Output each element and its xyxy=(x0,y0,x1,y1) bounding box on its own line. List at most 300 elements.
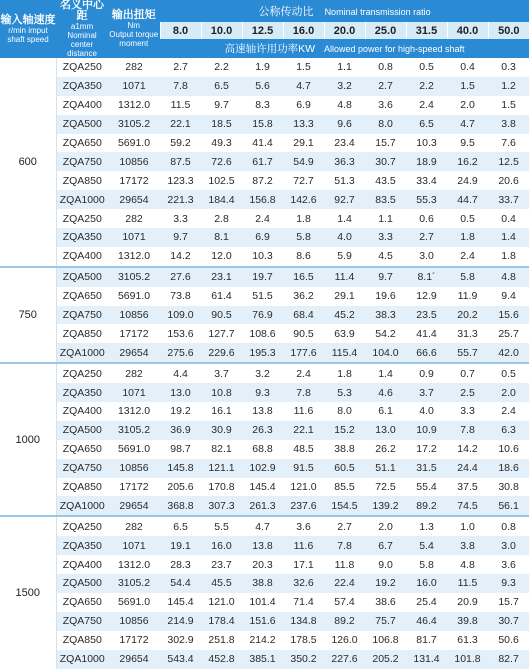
speed-header-en: r/min imput shaft speed xyxy=(7,25,49,44)
power-value-cell: 30.9 xyxy=(201,421,242,440)
power-value-cell: 20.3 xyxy=(242,555,283,574)
power-value-cell: 3.7 xyxy=(406,383,447,402)
torque-cell: 10856 xyxy=(108,306,160,325)
power-value-cell: 44.7 xyxy=(447,190,488,209)
power-value-cell: 18.6 xyxy=(488,459,529,478)
power-value-cell: 60.5 xyxy=(324,459,365,478)
power-value-cell: 22.1 xyxy=(283,421,324,440)
table-row xyxy=(0,96,529,115)
model-cell: ZQA400 xyxy=(56,402,108,421)
power-value-cell: 15.6 xyxy=(488,306,529,325)
power-value-cell: 1.9 xyxy=(242,58,283,77)
model-cell: ZQA1000 xyxy=(56,650,108,669)
power-value-cell: 1.0 xyxy=(447,516,488,536)
power-value-cell: 1.3 xyxy=(406,516,447,536)
power-value-cell: 6.9 xyxy=(242,228,283,247)
power-value-cell: 81.7 xyxy=(406,631,447,650)
input-speed-cell: 600 xyxy=(0,58,56,267)
power-value-cell: 82.7 xyxy=(488,650,529,669)
power-value-cell: 0.4 xyxy=(447,58,488,77)
power-value-cell: 89.2 xyxy=(406,496,447,516)
power-value-cell: 205.2 xyxy=(365,650,406,669)
power-value-cell: 15.7 xyxy=(365,134,406,153)
model-cell: ZQA650 xyxy=(56,440,108,459)
power-value-cell: 121.1 xyxy=(201,459,242,478)
ratio-cell: 12.5 xyxy=(242,22,283,40)
power-value-cell: 11.6 xyxy=(283,536,324,555)
power-value-cell: 101.8 xyxy=(447,650,488,669)
power-value-cell: 261.3 xyxy=(242,496,283,516)
ratio-header-en: Nominal transmission ratio xyxy=(324,6,431,17)
model-cell: ZQA250 xyxy=(56,209,108,228)
power-value-cell: 28.3 xyxy=(160,555,201,574)
power-value-cell: 3.2 xyxy=(242,363,283,383)
power-value-cell: 10.8 xyxy=(201,383,242,402)
center-header-en: Nominal center distance xyxy=(67,31,97,58)
power-value-cell: 4.0 xyxy=(406,402,447,421)
power-value-cell: 0.6 xyxy=(406,209,447,228)
power-value-cell: 1.5 xyxy=(447,77,488,96)
torque-cell: 10856 xyxy=(108,152,160,171)
power-value-cell: 19.2 xyxy=(160,402,201,421)
power-value-cell: 13.8 xyxy=(242,536,283,555)
model-cell: ZQA500 xyxy=(56,574,108,593)
power-value-cell: 61.7 xyxy=(242,152,283,171)
power-value-cell: 4.5 xyxy=(365,247,406,267)
power-value-cell: 3.0 xyxy=(406,247,447,267)
power-value-cell: 24.4 xyxy=(447,459,488,478)
torque-cell: 282 xyxy=(108,363,160,383)
model-cell: ZQA400 xyxy=(56,96,108,115)
torque-cell: 1312.0 xyxy=(108,555,160,574)
torque-cell: 1071 xyxy=(108,383,160,402)
power-value-cell: 45.2 xyxy=(324,306,365,325)
power-value-cell: 0.5 xyxy=(488,363,529,383)
model-cell: ZQA750 xyxy=(56,306,108,325)
power-value-cell: 145.4 xyxy=(242,478,283,497)
power-value-cell: 1.4 xyxy=(365,363,406,383)
power-value-cell: 452.8 xyxy=(201,650,242,669)
power-value-cell: 68.8 xyxy=(242,440,283,459)
torque-header-unit: Nm xyxy=(127,21,140,30)
power-value-cell: 13.8 xyxy=(242,402,283,421)
power-value-cell: 36.2 xyxy=(283,287,324,306)
power-value-cell: 131.4 xyxy=(406,650,447,669)
power-value-cell: 8.3 xyxy=(242,96,283,115)
power-value-cell: 72.5 xyxy=(365,478,406,497)
torque-cell: 5691.0 xyxy=(108,593,160,612)
power-value-cell: 5.8 xyxy=(283,228,324,247)
torque-cell: 1312.0 xyxy=(108,402,160,421)
power-value-cell: 46.4 xyxy=(406,612,447,631)
power-value-cell: 11.8 xyxy=(324,555,365,574)
power-value-cell: 101.4 xyxy=(242,593,283,612)
table-row xyxy=(0,383,529,402)
power-value-cell: 108.6 xyxy=(242,324,283,343)
power-value-cell: 104.0 xyxy=(365,343,406,363)
ratio-cell: 8.0 xyxy=(160,22,201,40)
power-value-cell: 56.1 xyxy=(488,496,529,516)
power-value-cell: 251.8 xyxy=(201,631,242,650)
power-value-cell: 27.6 xyxy=(160,267,201,287)
power-value-cell: 7.8 xyxy=(324,536,365,555)
power-value-cell: 8.6 xyxy=(283,247,324,267)
power-value-cell: 51.1 xyxy=(365,459,406,478)
power-value-cell: 1.1 xyxy=(365,209,406,228)
table-row xyxy=(0,209,529,228)
power-value-cell: 156.8 xyxy=(242,190,283,209)
torque-header-en: Output torque moment xyxy=(109,30,159,48)
power-value-cell: 102.5 xyxy=(201,171,242,190)
power-value-cell: 7.8 xyxy=(283,383,324,402)
table-row xyxy=(0,363,529,383)
power-value-cell: 54.4 xyxy=(160,574,201,593)
input-speed-cell: 1500 xyxy=(0,516,56,668)
power-value-cell: 66.6 xyxy=(406,343,447,363)
torque-cell: 5691.0 xyxy=(108,440,160,459)
power-value-cell: 6.7 xyxy=(365,536,406,555)
power-value-cell: 214.9 xyxy=(160,612,201,631)
power-value-cell: 98.7 xyxy=(160,440,201,459)
power-group-header xyxy=(160,39,529,58)
power-value-cell: 23.4 xyxy=(324,134,365,153)
torque-cell: 29654 xyxy=(108,190,160,209)
table-row xyxy=(0,287,529,306)
torque-cell: 3105.2 xyxy=(108,421,160,440)
power-value-cell: 2.0 xyxy=(447,96,488,115)
power-value-cell: 2.7 xyxy=(406,228,447,247)
power-value-cell: 4.4 xyxy=(160,363,201,383)
model-cell: ZQA250 xyxy=(56,516,108,536)
ratio-cell: 20.0 xyxy=(324,22,365,40)
power-value-cell: 11.4 xyxy=(324,267,365,287)
input-speed-cell: 750 xyxy=(0,267,56,363)
power-value-cell: 90.5 xyxy=(201,306,242,325)
torque-cell: 17172 xyxy=(108,324,160,343)
power-value-cell: 29.1 xyxy=(324,287,365,306)
model-cell: ZQA650 xyxy=(56,134,108,153)
power-value-cell: 16.1 xyxy=(201,402,242,421)
power-value-cell: 2.4 xyxy=(242,209,283,228)
ratio-header-cn: 公称传动比 xyxy=(258,5,314,18)
power-value-cell: 5.6 xyxy=(242,77,283,96)
table-row xyxy=(0,306,529,325)
model-cell: ZQA250 xyxy=(56,363,108,383)
table-row xyxy=(0,440,529,459)
power-value-cell: 91.5 xyxy=(283,459,324,478)
power-value-cell: 26.2 xyxy=(365,440,406,459)
power-value-cell: 2.2 xyxy=(201,58,242,77)
power-value-cell: 24.9 xyxy=(447,171,488,190)
model-cell: ZQA250 xyxy=(56,58,108,77)
power-value-cell: 9.0 xyxy=(365,555,406,574)
table-row xyxy=(0,574,529,593)
power-value-cell: 126.0 xyxy=(324,631,365,650)
model-cell: ZQA400 xyxy=(56,555,108,574)
power-value-cell: 0.9 xyxy=(406,363,447,383)
power-value-cell: 19.2 xyxy=(365,574,406,593)
power-value-cell: 36.3 xyxy=(324,152,365,171)
ratio-cell: 25.0 xyxy=(365,22,406,40)
power-value-cell: 6.3 xyxy=(488,421,529,440)
table-row xyxy=(0,478,529,497)
power-value-cell: 36.9 xyxy=(160,421,201,440)
model-cell: ZQA1000 xyxy=(56,496,108,516)
power-value-cell: 9.7 xyxy=(365,267,406,287)
power-value-cell: 20.9 xyxy=(447,593,488,612)
power-value-cell: 89.2 xyxy=(324,612,365,631)
power-value-cell: 45.5 xyxy=(201,574,242,593)
power-value-cell: 3.7 xyxy=(201,363,242,383)
power-value-cell: 5.9 xyxy=(324,247,365,267)
power-value-cell: 11.6 xyxy=(283,402,324,421)
power-value-cell: 92.7 xyxy=(324,190,365,209)
torque-cell: 282 xyxy=(108,516,160,536)
power-value-cell: 3.6 xyxy=(365,96,406,115)
table-row xyxy=(0,171,529,190)
power-value-cell: 30.7 xyxy=(365,152,406,171)
power-value-cell: 145.4 xyxy=(160,593,201,612)
power-value-cell: 3.3 xyxy=(160,209,201,228)
power-value-cell: 0.8 xyxy=(488,516,529,536)
power-value-cell: 61.4 xyxy=(201,287,242,306)
torque-cell: 5691.0 xyxy=(108,287,160,306)
power-value-cell: 31.3 xyxy=(447,324,488,343)
power-value-cell: 4.7 xyxy=(283,77,324,96)
power-value-cell: 275.6 xyxy=(160,343,201,363)
power-value-cell: 42.0 xyxy=(488,343,529,363)
model-cell: ZQA400 xyxy=(56,247,108,267)
power-value-cell: 39.8 xyxy=(447,612,488,631)
power-value-cell: 8.1´ xyxy=(406,267,447,287)
power-value-cell: 8.0 xyxy=(365,115,406,134)
table-row xyxy=(0,650,529,669)
power-value-cell: 72.7 xyxy=(283,171,324,190)
power-value-cell: 1.4 xyxy=(488,228,529,247)
torque-cell: 3105.2 xyxy=(108,574,160,593)
model-cell: ZQA750 xyxy=(56,612,108,631)
torque-cell: 10856 xyxy=(108,459,160,478)
table-row xyxy=(0,631,529,650)
power-value-cell: 2.4 xyxy=(406,96,447,115)
power-value-cell: 85.5 xyxy=(324,478,365,497)
power-value-cell: 17.2 xyxy=(406,440,447,459)
power-value-cell: 12.0 xyxy=(201,247,242,267)
power-value-cell: 2.4 xyxy=(447,247,488,267)
power-value-cell: 0.7 xyxy=(447,363,488,383)
power-value-cell: 121.0 xyxy=(201,593,242,612)
power-value-cell: 2.8 xyxy=(201,209,242,228)
power-value-cell: 178.5 xyxy=(283,631,324,650)
power-value-cell: 19.7 xyxy=(242,267,283,287)
torque-cell: 17172 xyxy=(108,631,160,650)
power-value-cell: 73.8 xyxy=(160,287,201,306)
power-value-cell: 14.2 xyxy=(160,247,201,267)
power-value-cell: 2.7 xyxy=(160,58,201,77)
power-value-cell: 16.0 xyxy=(201,536,242,555)
ratio-cell: 50.0 xyxy=(488,22,529,40)
power-value-cell: 302.9 xyxy=(160,631,201,650)
power-value-cell: 177.6 xyxy=(283,343,324,363)
power-value-cell: 9.5 xyxy=(447,134,488,153)
power-value-cell: 15.7 xyxy=(488,593,529,612)
power-value-cell: 41.4 xyxy=(242,134,283,153)
torque-cell: 3105.2 xyxy=(108,115,160,134)
power-value-cell: 2.2 xyxy=(406,77,447,96)
model-cell: ZQA850 xyxy=(56,324,108,343)
power-value-cell: 2.7 xyxy=(324,516,365,536)
power-value-cell: 178.4 xyxy=(201,612,242,631)
power-value-cell: 59.2 xyxy=(160,134,201,153)
power-value-cell: 4.7 xyxy=(447,115,488,134)
power-value-cell: 4.6 xyxy=(365,383,406,402)
table-row xyxy=(0,343,529,363)
power-value-cell: 25.7 xyxy=(488,324,529,343)
power-value-cell: 350.2 xyxy=(283,650,324,669)
power-value-cell: 3.8 xyxy=(447,536,488,555)
power-value-cell: 106.8 xyxy=(365,631,406,650)
power-value-cell: 3.0 xyxy=(488,536,529,555)
power-value-cell: 9.7 xyxy=(201,96,242,115)
power-value-cell: 74.5 xyxy=(447,496,488,516)
power-value-cell: 9.7 xyxy=(160,228,201,247)
power-value-cell: 51.3 xyxy=(324,171,365,190)
power-value-cell: 16.2 xyxy=(447,152,488,171)
power-value-cell: 90.5 xyxy=(283,324,324,343)
ratio-cell: 40.0 xyxy=(447,22,488,40)
model-cell: ZQA750 xyxy=(56,152,108,171)
torque-cell: 1071 xyxy=(108,228,160,247)
power-value-cell: 4.7 xyxy=(242,516,283,536)
power-value-cell: 32.6 xyxy=(283,574,324,593)
power-value-cell: 123.3 xyxy=(160,171,201,190)
power-value-cell: 237.6 xyxy=(283,496,324,516)
power-value-cell: 4.0 xyxy=(324,228,365,247)
power-header-en: Allowed power for high-speed shaft xyxy=(323,44,465,55)
power-value-cell: 29.1 xyxy=(283,134,324,153)
power-value-cell: 38.8 xyxy=(324,440,365,459)
power-value-cell: 2.4 xyxy=(283,363,324,383)
power-value-cell: 22.4 xyxy=(324,574,365,593)
torque-cell: 3105.2 xyxy=(108,267,160,287)
power-value-cell: 87.2 xyxy=(242,171,283,190)
power-value-cell: 17.1 xyxy=(283,555,324,574)
torque-cell: 29654 xyxy=(108,343,160,363)
power-value-cell: 6.5 xyxy=(201,77,242,96)
power-value-cell: 3.3 xyxy=(365,228,406,247)
table-row xyxy=(0,459,529,478)
power-value-cell: 227.6 xyxy=(324,650,365,669)
power-value-cell: 0.4 xyxy=(488,209,529,228)
ratio-cell: 16.0 xyxy=(283,22,324,40)
power-value-cell: 229.6 xyxy=(201,343,242,363)
torque-cell: 282 xyxy=(108,209,160,228)
torque-cell: 29654 xyxy=(108,650,160,669)
model-cell: ZQA650 xyxy=(56,287,108,306)
power-value-cell: 71.4 xyxy=(283,593,324,612)
power-value-cell: 54.9 xyxy=(283,152,324,171)
model-cell: ZQA850 xyxy=(56,631,108,650)
power-value-cell: 48.5 xyxy=(283,440,324,459)
torque-cell: 282 xyxy=(108,58,160,77)
power-header-cn: 高速轴许用功率KW xyxy=(224,43,316,56)
power-value-cell: 26.3 xyxy=(242,421,283,440)
ratio-group-header xyxy=(160,0,529,22)
power-value-cell: 3.8 xyxy=(488,115,529,134)
power-value-cell: 7.8 xyxy=(447,421,488,440)
power-value-cell: 10.3 xyxy=(242,247,283,267)
power-value-cell: 9.6 xyxy=(324,115,365,134)
power-value-cell: 10.3 xyxy=(406,134,447,153)
power-value-cell: 3.6 xyxy=(283,516,324,536)
model-cell: ZQA850 xyxy=(56,171,108,190)
power-value-cell: 15.2 xyxy=(324,421,365,440)
power-value-cell: 30.8 xyxy=(488,478,529,497)
power-value-cell: 0.3 xyxy=(488,58,529,77)
power-value-cell: 31.5 xyxy=(406,459,447,478)
power-value-cell: 205.6 xyxy=(160,478,201,497)
table-row xyxy=(0,190,529,209)
torque-cell: 1312.0 xyxy=(108,96,160,115)
power-value-cell: 49.3 xyxy=(201,134,242,153)
power-value-cell: 195.3 xyxy=(242,343,283,363)
power-value-cell: 153.6 xyxy=(160,324,201,343)
power-value-cell: 1.4 xyxy=(324,209,365,228)
power-value-cell: 385.1 xyxy=(242,650,283,669)
power-value-cell: 37.5 xyxy=(447,478,488,497)
power-value-cell: 61.3 xyxy=(447,631,488,650)
speed-column-header xyxy=(0,0,56,58)
power-value-cell: 170.8 xyxy=(201,478,242,497)
power-value-cell: 51.5 xyxy=(242,287,283,306)
power-value-cell: 154.5 xyxy=(324,496,365,516)
torque-header-cn: 输出扭矩 xyxy=(111,9,156,21)
power-value-cell: 4.8 xyxy=(488,267,529,287)
power-value-cell: 127.7 xyxy=(201,324,242,343)
power-value-cell: 38.6 xyxy=(365,593,406,612)
torque-cell: 17172 xyxy=(108,171,160,190)
power-value-cell: 0.8 xyxy=(365,58,406,77)
power-value-cell: 15.8 xyxy=(242,115,283,134)
power-value-cell: 4.8 xyxy=(447,555,488,574)
center-distance-column-header xyxy=(56,0,108,58)
power-value-cell: 0.5 xyxy=(406,58,447,77)
power-value-cell: 1.1 xyxy=(324,58,365,77)
model-cell: ZQA500 xyxy=(56,115,108,134)
power-value-cell: 1.8 xyxy=(447,228,488,247)
torque-cell: 1071 xyxy=(108,536,160,555)
table-row xyxy=(0,77,529,96)
power-value-cell: 6.9 xyxy=(283,96,324,115)
power-value-cell: 3.2 xyxy=(324,77,365,96)
speed-header-cn: 输入轴速度 xyxy=(0,13,56,26)
power-value-cell: 0.5 xyxy=(447,209,488,228)
power-value-cell: 13.3 xyxy=(283,115,324,134)
power-value-cell: 1.8 xyxy=(283,209,324,228)
ratio-cell: 10.0 xyxy=(201,22,242,40)
torque-cell: 29654 xyxy=(108,496,160,516)
power-value-cell: 16.0 xyxy=(406,574,447,593)
torque-cell: 5691.0 xyxy=(108,134,160,153)
model-cell: ZQA350 xyxy=(56,228,108,247)
model-cell: ZQA500 xyxy=(56,267,108,287)
model-cell: ZQA1000 xyxy=(56,190,108,209)
power-value-cell: 18.5 xyxy=(201,115,242,134)
power-value-cell: 5.3 xyxy=(324,383,365,402)
power-value-cell: 72.6 xyxy=(201,152,242,171)
power-value-cell: 14.2 xyxy=(447,440,488,459)
table-row xyxy=(0,496,529,516)
